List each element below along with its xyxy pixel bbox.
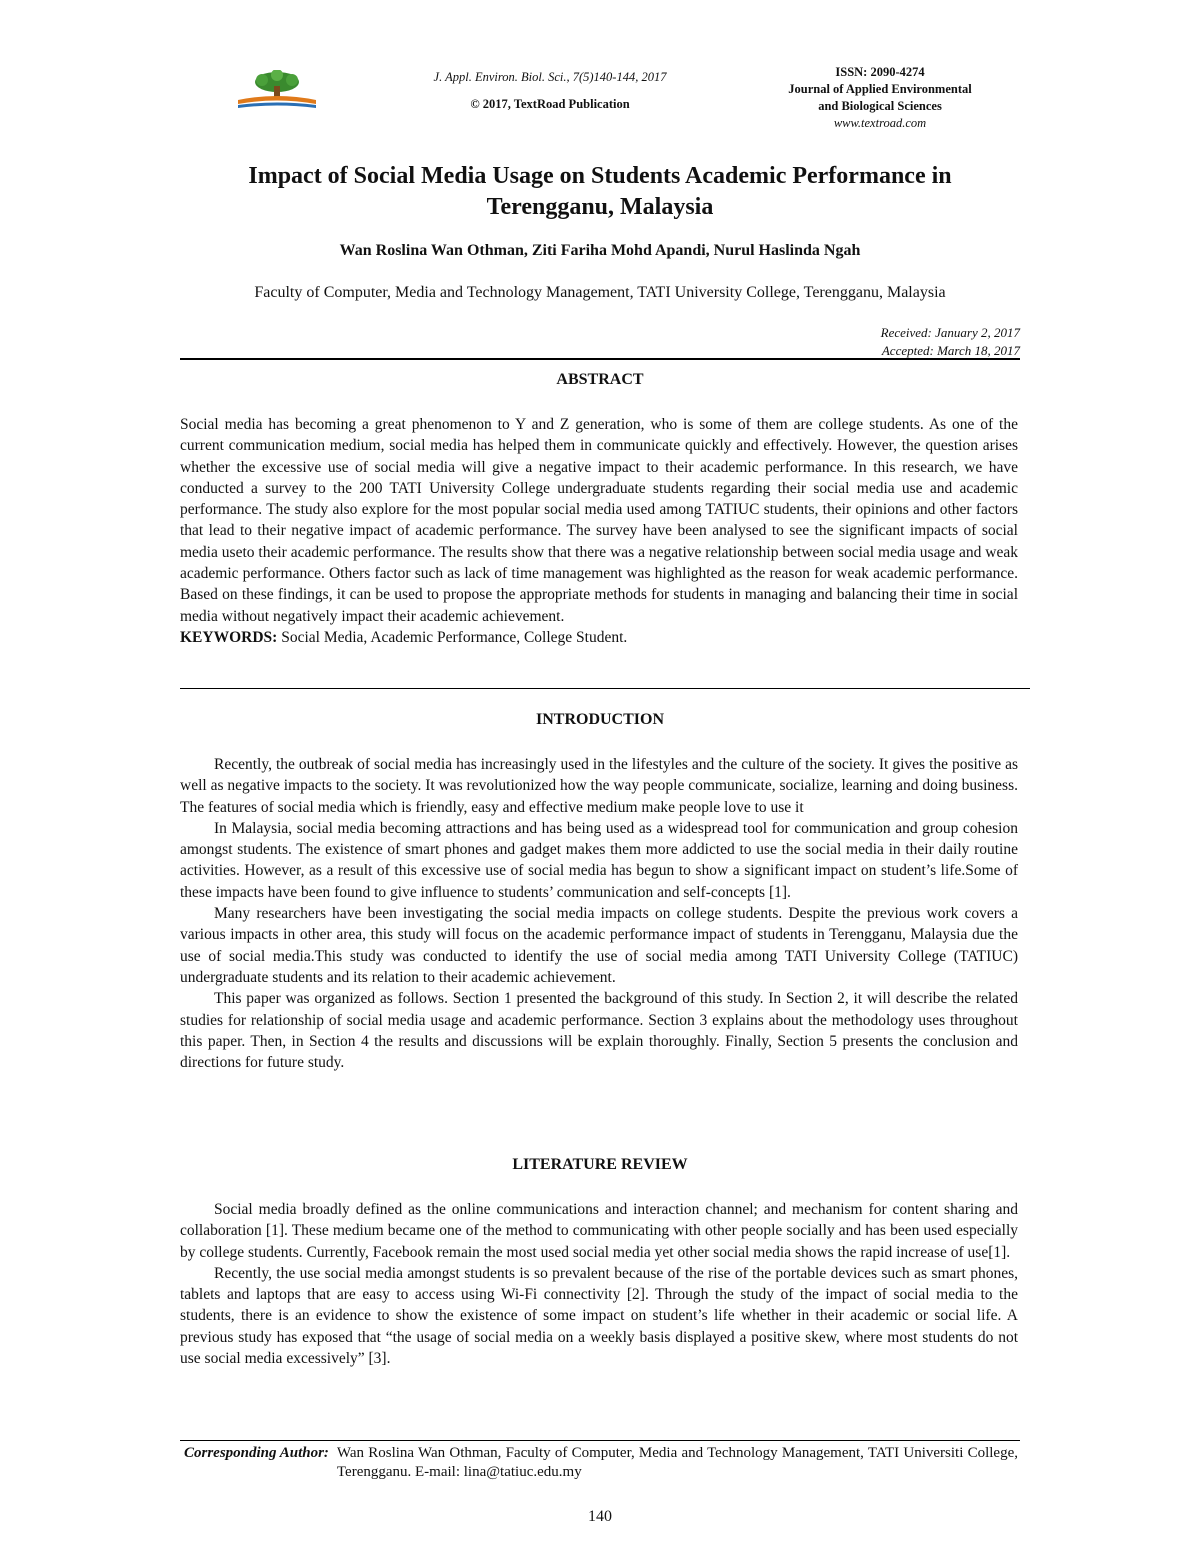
introduction-body <box>180 754 1018 1073</box>
accepted-date: Accepted: March 18, 2017 <box>881 343 1020 358</box>
title-line1: Impact of Social Media Usage on Students Academic Performance in <box>248 163 952 189</box>
issn: ISSN: 2090-4274 <box>835 65 925 79</box>
citation: J. Appl. Environ. Biol. Sci., 7(5)140-144, 2017 <box>433 70 667 84</box>
keywords-line <box>180 627 1018 648</box>
title-line2: Terengganu, Malaysia <box>486 194 714 220</box>
literature-review-body <box>180 1199 1018 1369</box>
affiliation: Faculty of Computer, Media and Technology Management, TATI University College, Terengganu, Malaysia <box>254 284 946 301</box>
keywords-label: KEYWORDS: <box>180 628 278 646</box>
journal-citation-block <box>360 64 740 118</box>
introduction-heading: INTRODUCTION <box>535 711 664 728</box>
abstract-divider <box>180 688 1030 689</box>
literature-paragraph: Recently, the use social media amongst students is so prevalent because of the rise of the portable devices such as smart phones, tablets and laptops that are easy to access using Wi-Fi connectivity [2]. Through the study of the impact of social media to the students, there is an evidence to show the existence of some impact on student’s life whether in their academic or social life. A previous study has exposed that “the usage of social media on a weekly basis displayed a positive skew, where most students do not use social media excessively” [3]. <box>180 1264 1018 1368</box>
page-number: 140 <box>588 1508 612 1525</box>
abstract-body <box>180 414 1018 648</box>
paper-title <box>180 161 1020 223</box>
abstract-heading: ABSTRACT <box>556 371 644 388</box>
corresponding-author-label: Corresponding Author: <box>184 1445 329 1461</box>
journal-website: www.textroad.com <box>833 116 927 130</box>
intro-paragraph: This paper was organized as follows. Section 1 presented the background of this study. In Section 2, it will describe the related studies for relationship of social media usage and academic performance. Section 3 explains about the methodology uses throughout this paper. Then, in Section 4 the results and discussions will be explain thoroughly. Finally, Section 5 presents the conclusion and directions for future study. <box>180 990 1018 1072</box>
author-list: Wan Roslina Wan Othman, Ziti Fariha Mohd Apandi, Nurul Haslinda Ngah <box>339 242 861 259</box>
tree-logo-icon <box>234 70 320 112</box>
intro-paragraph: In Malaysia, social media becoming attractions and has being used as a widespread tool for communication and group cohesion amongst students. The existence of smart phones and gadget makes them more addicted to use the social media in their daily routine activities. However, as a result of this excessive use of social media has begun to show a significant impact on student’s life.Some of these impacts have been found to give influence to students’ communication and self-concepts [1]. <box>180 819 1018 901</box>
received-date: Received: January 2, 2017 <box>880 325 1020 340</box>
keywords-text: Social Media, Academic Performance, College Student. <box>281 628 628 646</box>
corresponding-author-note <box>184 1444 1018 1482</box>
submission-dates <box>700 324 1020 360</box>
abstract-text: Social media has becoming a great phenomenon to Y and Z generation, who is some of them are college students. As one of the current communication medium, social media has helped them in communicate quickly and effectively. However, the question arises whether the excessive use of social media will give a negative impact to their academic performance. In this research, we have conducted a survey to the 200 TATI University College undergraduate students regarding their social media use and academic performance. The study also explore for the most popular social media used among TATIUC students, their opinions and other factors that lead to their negative impact of academic performance. The survey have been analysed to see the significant impacts of social media useto their academic performance. The results show that there was a negative relationship between social media usage and weak academic performance. Others factor such as lack of time management was highlighted as the reason for weak academic performance. Based on these findings, it can be used to propose the appropriate methods for students in managing and balancing their time in social media without negatively impact their academic achievement. <box>180 416 1018 625</box>
journal-name-line2: and Biological Sciences <box>818 99 942 113</box>
literature-paragraph: Social media broadly defined as the online communications and interaction channel; and mechanism for content sharing and collaboration [1]. These medium became one of the method to communicating with other people socially and has been used especially by college students. Currently, Facebook remain the most used social media yet other social media shows the rapid increase of use[1]. <box>180 1201 1018 1261</box>
footnote-divider <box>180 1440 1020 1441</box>
intro-paragraph: Recently, the outbreak of social media has increasingly used in the lifestyles and the culture of the society. It gives the positive as well as negative impacts to the society. It was revolutionized how the way people communicate, socialize, learning and doing business. The features of social media which is friendly, easy and effective medium make people love to use it <box>180 756 1018 816</box>
journal-name-line1: Journal of Applied Environmental <box>788 82 972 96</box>
journal-info-block <box>760 64 1000 132</box>
corresponding-author-text: Wan Roslina Wan Othman, Faculty of Computer, Media and Technology Management, TATI Universiti College, Terengganu. E-mail: lina@tatiuc.edu.my <box>336 1445 1018 1480</box>
header-divider <box>180 358 1020 360</box>
publisher: © 2017, TextRoad Publication <box>470 97 630 111</box>
journal-logo <box>234 70 320 112</box>
intro-paragraph: Many researchers have been investigating the social media impacts on college students. Despite the previous work covers a various impacts in other area, this study will focus on the academic performance impact of students in Terengganu, Malaysia due the use of social media.This study was conducted to identify the use of social media among TATI University College (TATIUC) undergraduate students and its relation to their academic achievement. <box>180 905 1018 986</box>
literature-review-heading: LITERATURE REVIEW <box>512 1156 688 1173</box>
